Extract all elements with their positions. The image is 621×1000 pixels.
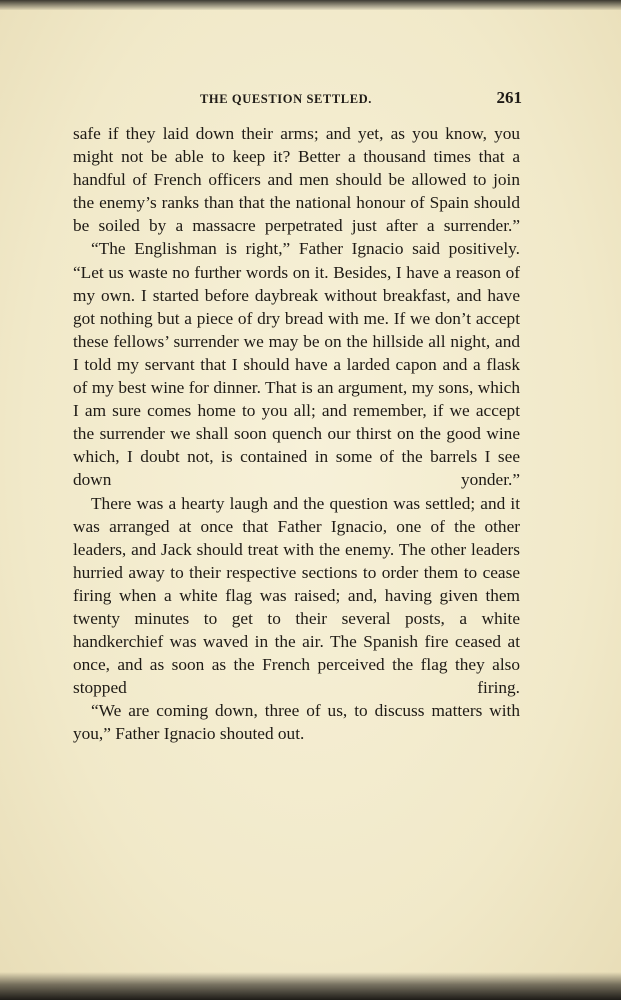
chapter-running-title: THE QUESTION SETTLED. xyxy=(200,92,373,106)
paragraph-2: “The Englishman is right,” Father Ignacio said positively. “Let us waste no further words on it. Besides, I have a reason of my own. I started before daybreak without breakfast, and have got nothing but a piece of dry bread with me. If we don’t accept these fellows’ surrender we may be on the hillside all night, and I told my servant that I should have a larded capon and a flask of my best wine for dinner. That is an argument, my sons, which I am sure comes home to you all; and remember, if we accept the surrender we shall soon quench our thirst on the good wine which, I doubt not, is contained in some of the barrels I see down yonder.” xyxy=(73,239,520,490)
paragraph-3: There was a hearty laugh and the question was settled; and it was arranged at once that Father Ignacio, one of the other leaders, and Jack should treat with the enemy. The other leaders hurried away to their respective sections to order them to cease firing when a white flag was raised; and, having given them twenty minutes to get to their several posts, a white handkerchief was waved in the air. The Spanish fire ceased at once, and as soon as the French perceived the flag they also stopped firing. xyxy=(73,493,520,698)
paragraph-1: safe if they laid down their arms; and yet, as you know, you might not be able to keep it? Better a thousand times that a handful of French officers and men should be allowed to join the enemy’s ranks than that the national honour of Spain should be soiled by a massacre perpetrated just after a surrender.” xyxy=(73,124,520,236)
top-page-shadow xyxy=(0,0,621,10)
paragraph-4: “We are coming down, three of us, to discuss matters with you,” Father Ignacio shouted out. xyxy=(73,701,520,744)
bottom-page-edge xyxy=(0,972,621,1000)
body-text xyxy=(73,122,520,746)
running-head xyxy=(72,88,522,112)
page-number: 261 xyxy=(496,88,522,107)
